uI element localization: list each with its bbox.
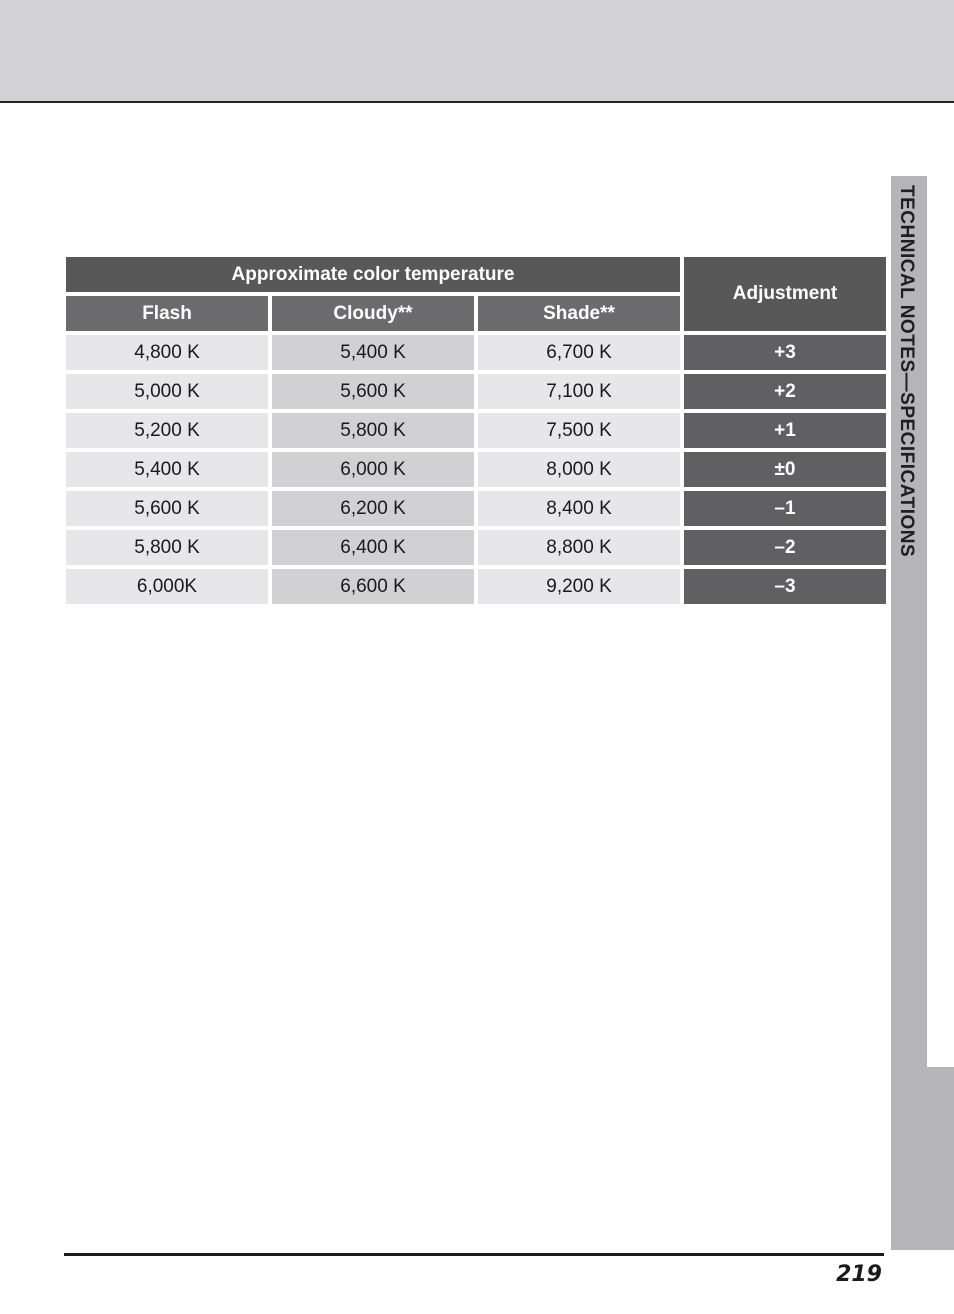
shade-cell: 8,000 K xyxy=(478,452,680,487)
adjustment-cell: +2 xyxy=(684,374,886,409)
table-row xyxy=(66,530,886,565)
column-header-cloudy: Cloudy** xyxy=(272,296,474,331)
adjustment-cell: –3 xyxy=(684,569,886,604)
adjustment-cell: ±0 xyxy=(684,452,886,487)
flash-cell: 5,600 K xyxy=(66,491,268,526)
table-row xyxy=(66,452,886,487)
adjustment-cell: –1 xyxy=(684,491,886,526)
cloudy-cell: 6,200 K xyxy=(272,491,474,526)
table-row xyxy=(66,569,886,604)
page-number: 219 xyxy=(836,1262,882,1287)
shade-cell: 7,100 K xyxy=(478,374,680,409)
flash-cell: 5,800 K xyxy=(66,530,268,565)
color-temperature-table xyxy=(62,253,890,608)
section-tab-label: TECHNICAL NOTES—SPECIFICATIONS xyxy=(896,185,917,558)
flash-cell: 6,000K xyxy=(66,569,268,604)
adjustment-cell: –2 xyxy=(684,530,886,565)
cloudy-cell: 5,600 K xyxy=(272,374,474,409)
flash-cell: 4,800 K xyxy=(66,335,268,370)
shade-cell: 7,500 K xyxy=(478,413,680,448)
cloudy-cell: 5,800 K xyxy=(272,413,474,448)
cloudy-cell: 6,600 K xyxy=(272,569,474,604)
column-header-shade: Shade** xyxy=(478,296,680,331)
header-band xyxy=(0,0,954,103)
section-tab-marker xyxy=(927,1067,954,1250)
adjustment-cell: +3 xyxy=(684,335,886,370)
table-row xyxy=(66,374,886,409)
adjustment-cell: +1 xyxy=(684,413,886,448)
group-header: Approximate color temperature xyxy=(66,257,680,292)
shade-cell: 8,400 K xyxy=(478,491,680,526)
shade-cell: 9,200 K xyxy=(478,569,680,604)
flash-cell: 5,200 K xyxy=(66,413,268,448)
table-row xyxy=(66,491,886,526)
column-header-flash: Flash xyxy=(66,296,268,331)
table-row xyxy=(66,413,886,448)
flash-cell: 5,000 K xyxy=(66,374,268,409)
cloudy-cell: 6,400 K xyxy=(272,530,474,565)
flash-cell: 5,400 K xyxy=(66,452,268,487)
adjustment-header: Adjustment xyxy=(684,257,886,331)
table-row xyxy=(66,335,886,370)
footer-rule xyxy=(64,1253,884,1256)
cloudy-cell: 6,000 K xyxy=(272,452,474,487)
shade-cell: 6,700 K xyxy=(478,335,680,370)
shade-cell: 8,800 K xyxy=(478,530,680,565)
cloudy-cell: 5,400 K xyxy=(272,335,474,370)
